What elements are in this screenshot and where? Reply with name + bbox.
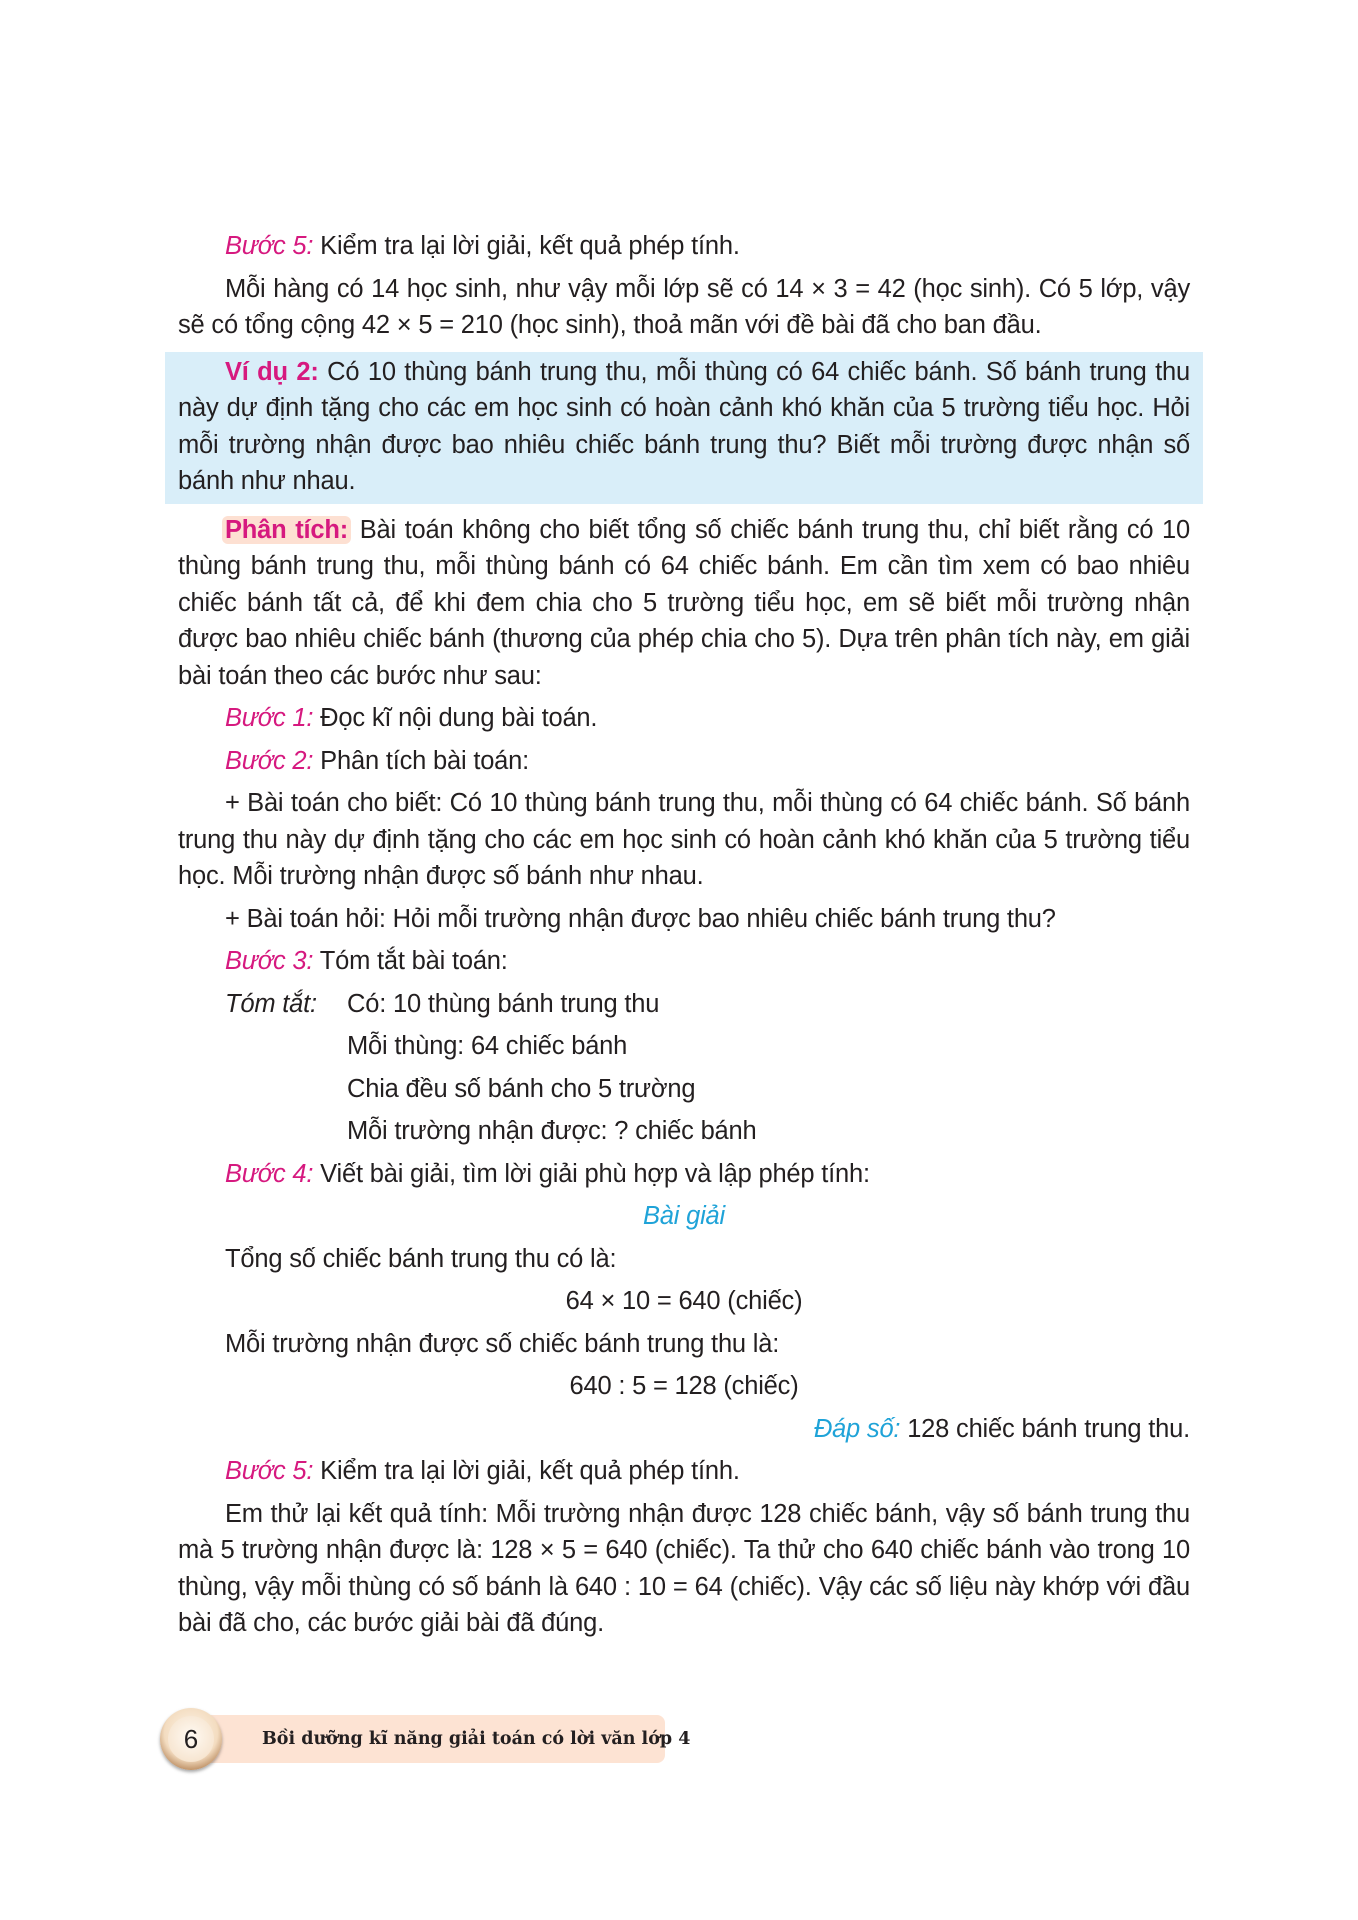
step-label: Bước 5: bbox=[225, 1457, 314, 1485]
step-text: Tóm tắt bài toán: bbox=[313, 947, 508, 975]
step-5-intro bbox=[178, 228, 1190, 265]
check-paragraph: Em thử lại kết quả tính: Mỗi trường nhận được 128 chiếc bánh, vậy số bánh trung thu mà 5 trường nhận được là: 128 × 5 = 640 (chiếc). Ta thử cho 640 chiếc bánh vào trong 10 thùng, vậy mỗi thùng có số bánh là 640 : 10 = 64 (chiếc). Vậy các số liệu này khớp với đầu bài đã cho, các bước giải bài đã đúng. bbox=[178, 1499, 1190, 1637]
example-box bbox=[165, 352, 1203, 504]
footer-bar bbox=[190, 1715, 691, 1763]
step-text: Phân tích bài toán: bbox=[313, 746, 530, 775]
step-label: Bước 3: bbox=[225, 947, 314, 975]
example-label: Ví dụ 2: bbox=[225, 357, 319, 386]
analysis-paragraph bbox=[178, 512, 1190, 695]
book-title: Bồi dưỡng kĩ năng giải toán có lời văn lớp 4 bbox=[262, 1729, 691, 1749]
page-footer bbox=[160, 1710, 691, 1766]
step-label: Bước 1: bbox=[225, 704, 314, 732]
example-paragraph bbox=[178, 354, 1190, 500]
analysis-label: Phân tích: bbox=[222, 516, 351, 544]
example-text: Có 10 thùng bánh trung thu, mỗi thùng có 64 chiếc bánh. Số bánh trung thu này dự định tặng cho các em học sinh có hoàn cảnh khó khăn của 5 trường tiểu học. Hỏi mỗi trường nhận được bao nhiêu chiếc bánh trung thu? Biết mỗi trường được nhận số bánh như nhau. bbox=[178, 357, 1190, 495]
page-number: 6 bbox=[168, 1716, 214, 1762]
given-paragraph: + Bài toán cho biết: Có 10 thùng bánh trung thu, mỗi thùng có 64 chiếc bánh. Số bánh trung thu này dự định tặng cho các em học sinh có hoàn cảnh khó khăn của 5 trường tiểu học. Mỗi trường nhận được số bánh như nhau. bbox=[178, 789, 1190, 890]
solution-line-1: Tổng số chiếc bánh trung thu có là: bbox=[225, 1244, 617, 1273]
calculation-1: 64 × 10 = 640 (chiếc) bbox=[565, 1287, 803, 1315]
step-text: Viết bài giải, tìm lời giải phù hợp và lập phép tính: bbox=[313, 1159, 870, 1188]
page-number-badge bbox=[160, 1708, 222, 1770]
step-text: Đọc kĩ nội dung bài toán. bbox=[313, 704, 598, 732]
summary-block bbox=[178, 986, 1190, 1150]
analysis-text: Bài toán không cho biết tổng số chiếc bánh trung thu, chỉ biết rằng có 10 thùng bánh trung thu, mỗi thùng bánh có 64 chiếc bánh. Em cần tìm xem có bao nhiêu chiếc bánh tất cả, để khi đem chia cho 5 trường tiểu học, em sẽ biết mỗi trường nhận được bao nhiêu chiếc bánh (thương của phép chia cho 5). Dựa trên phân tích này, em giải bài toán theo các bước như sau: bbox=[178, 515, 1190, 690]
answer-label: Đáp số: bbox=[813, 1414, 901, 1443]
step-label: Bước 4: bbox=[225, 1159, 314, 1188]
answer-line bbox=[178, 1411, 1190, 1448]
summary-line: Mỗi trường nhận được: ? chiếc bánh bbox=[347, 1117, 757, 1145]
summary-line: Chia đều số bánh cho 5 trường bbox=[347, 1074, 696, 1103]
step-text: Kiểm tra lại lời giải, kết quả phép tính. bbox=[313, 232, 740, 260]
summary-line: Mỗi thùng: 64 chiếc bánh bbox=[347, 1032, 628, 1060]
step-2 bbox=[178, 743, 1190, 780]
summary-line: Có: 10 thùng bánh trung thu bbox=[347, 989, 660, 1018]
previous-check-paragraph: Mỗi hàng có 14 học sinh, như vậy mỗi lớp sẽ có 14 × 3 = 42 (học sinh). Có 5 lớp, vậy sẽ có tổng cộng 42 × 5 = 210 (học sinh), thoả mãn với đề bài đã cho ban đầu. bbox=[178, 274, 1190, 339]
page-content bbox=[178, 228, 1190, 1642]
step-5 bbox=[178, 1453, 1190, 1490]
calculation-2: 640 : 5 = 128 (chiếc) bbox=[569, 1372, 799, 1400]
step-label: Bước 5: bbox=[225, 232, 314, 260]
solution-title: Bài giải bbox=[642, 1202, 726, 1230]
solution-line-2: Mỗi trường nhận được số chiếc bánh trung thu là: bbox=[225, 1329, 780, 1358]
summary-label: Tóm tắt: bbox=[225, 989, 317, 1018]
step-text: Kiểm tra lại lời giải, kết quả phép tính. bbox=[313, 1457, 740, 1485]
step-4 bbox=[178, 1156, 1190, 1193]
step-label: Bước 2: bbox=[225, 746, 314, 775]
answer-text: 128 chiếc bánh trung thu. bbox=[900, 1414, 1190, 1443]
step-3 bbox=[178, 943, 1190, 980]
step-1 bbox=[178, 700, 1190, 737]
asked-paragraph: + Bài toán hỏi: Hỏi mỗi trường nhận được bao nhiêu chiếc bánh trung thu? bbox=[225, 904, 1056, 933]
